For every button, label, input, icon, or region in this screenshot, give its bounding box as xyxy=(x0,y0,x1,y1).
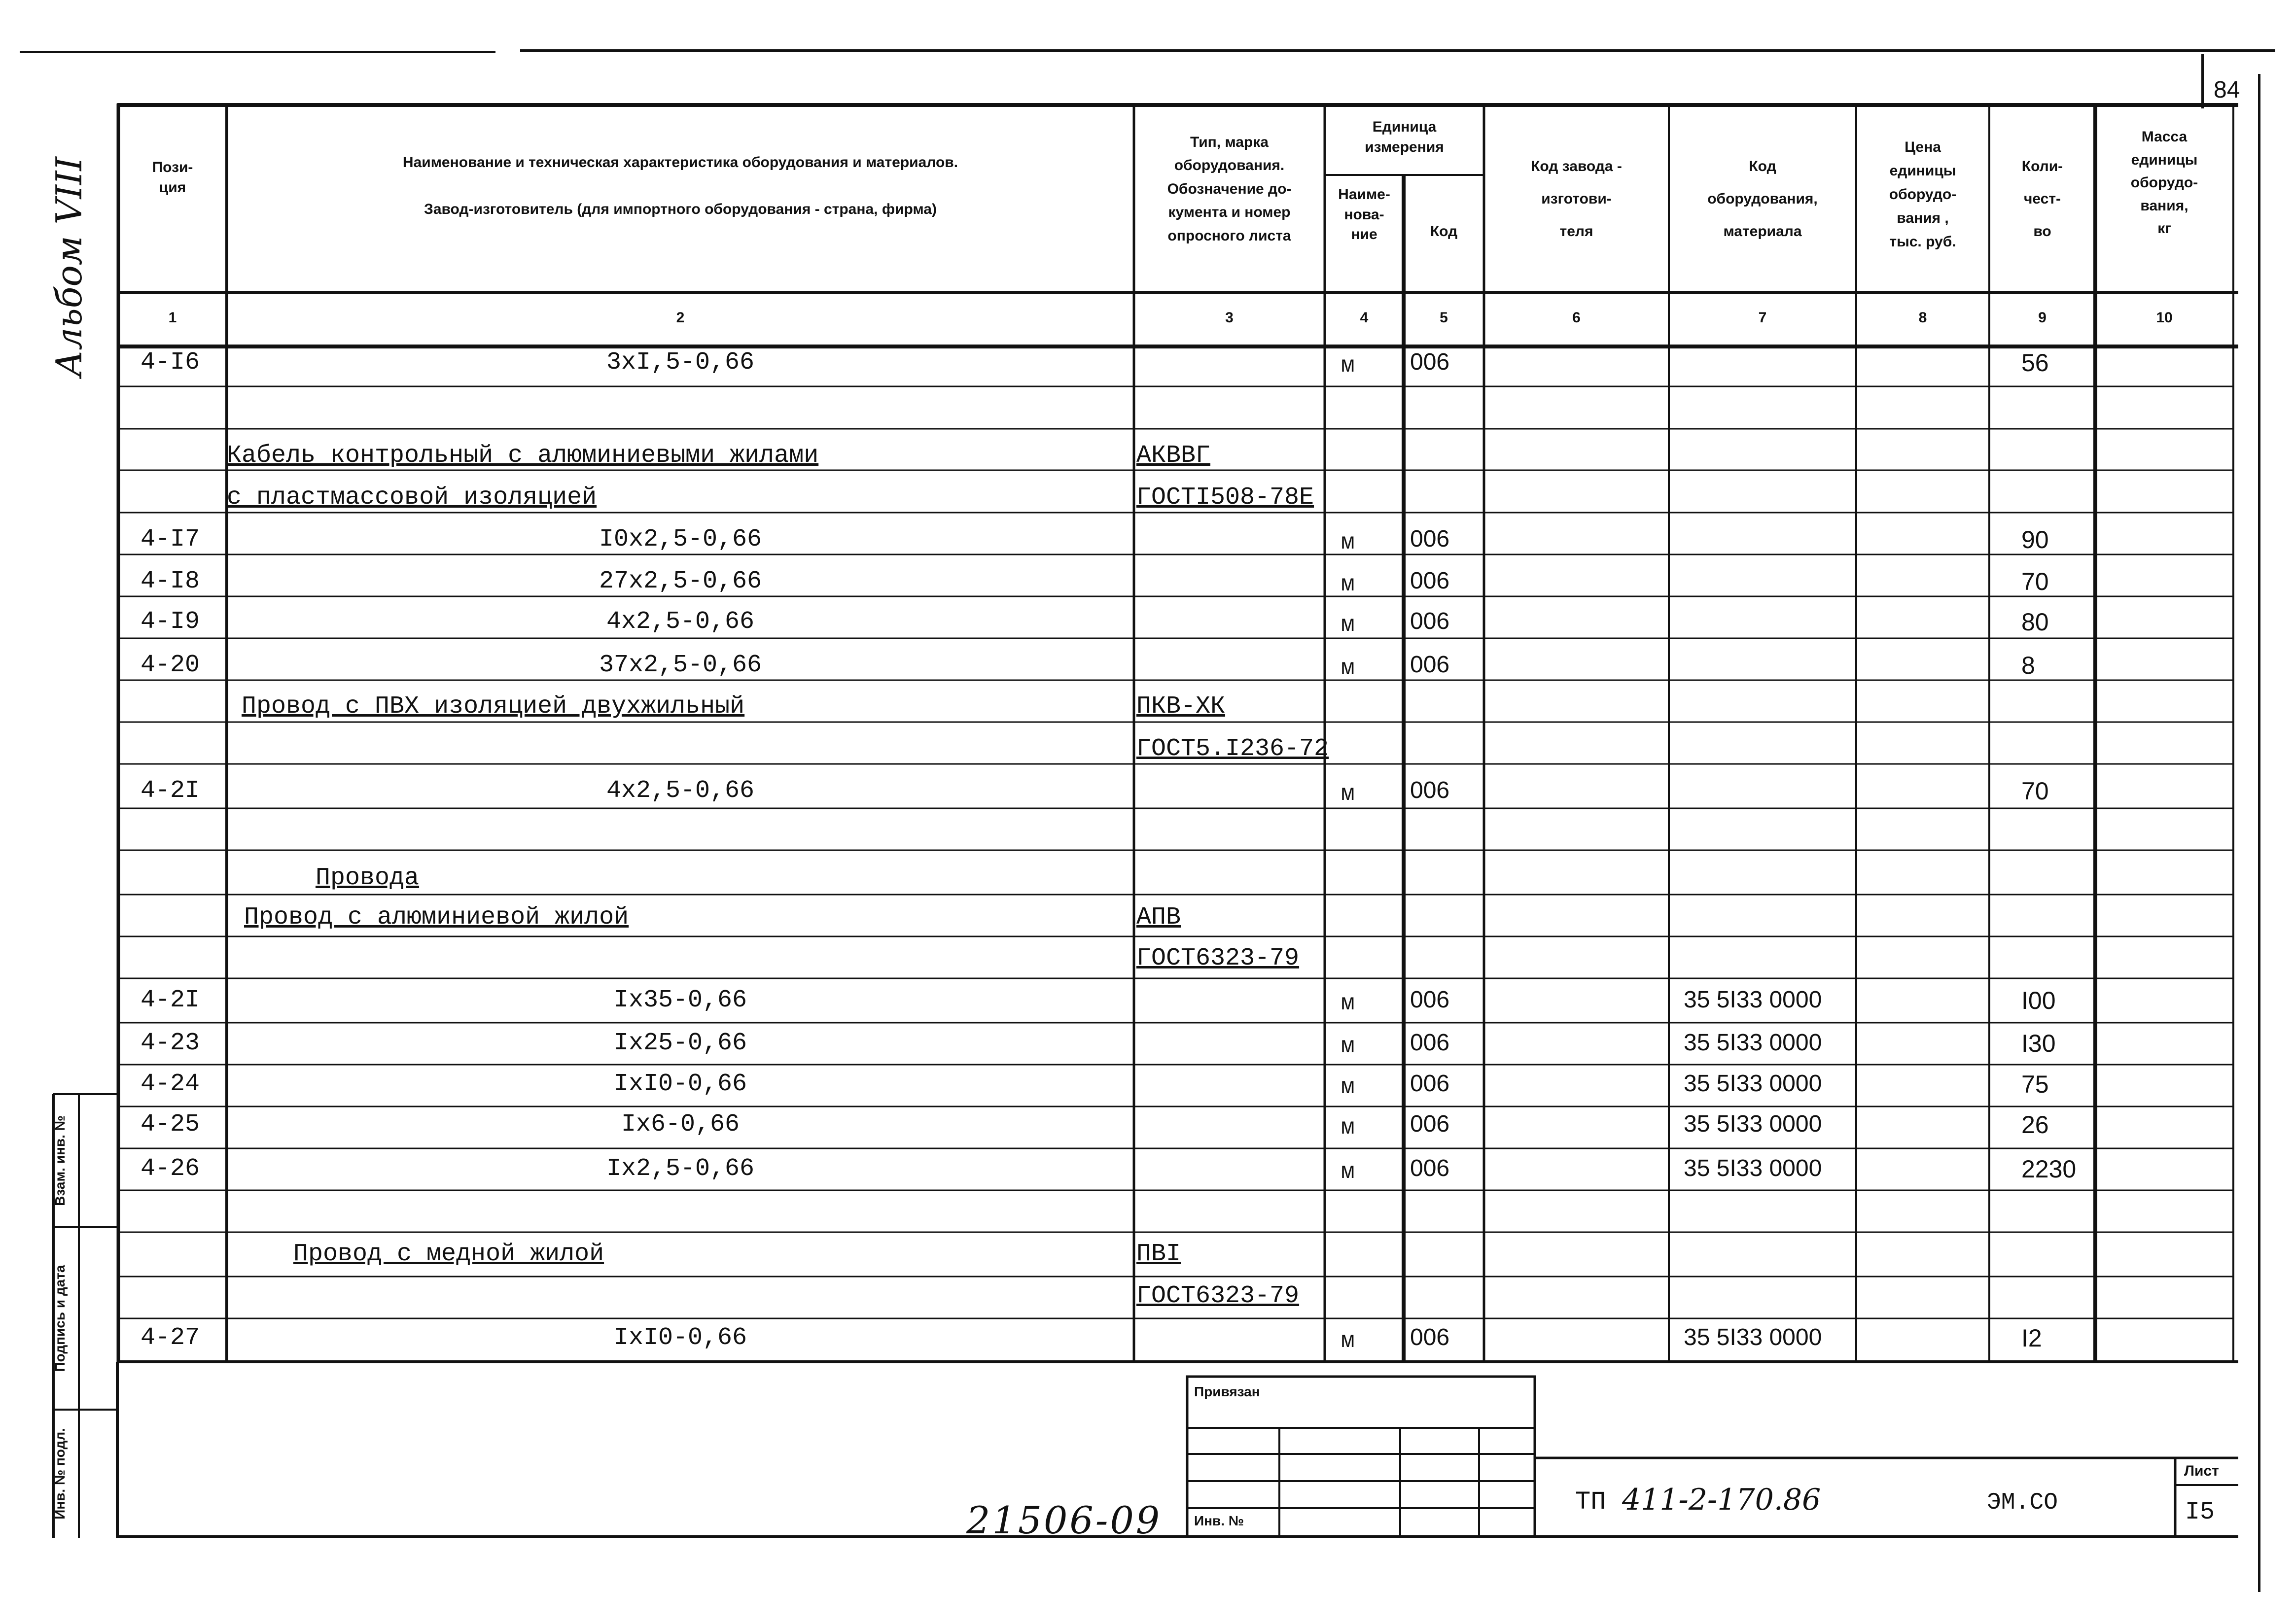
row-name: 3xI,5-0,66 xyxy=(606,348,755,377)
row-name: с пластмассовой изоляцией xyxy=(227,484,597,512)
row-name: I0x2,5-0,66 xyxy=(599,525,762,553)
row-unit-code: 006 xyxy=(1410,1030,1450,1056)
row-unit-code: 006 xyxy=(1410,608,1450,634)
header-quantity: Коли- чест- во xyxy=(2021,158,2063,240)
row-quantity: 56 xyxy=(2021,349,2049,377)
row-position: 4-26 xyxy=(141,1155,200,1183)
colnum-4: 4 xyxy=(1360,310,1369,326)
sheet-number: 84 xyxy=(2214,77,2240,103)
title-privyazan: Привязан xyxy=(1194,1384,1260,1399)
designation-prefix: ТП xyxy=(1575,1487,1606,1517)
header-plant-code: Код завода - изготови- теля xyxy=(1531,158,1622,240)
row-name: Провод с медной жилой xyxy=(293,1240,604,1268)
row-quantity: 70 xyxy=(2021,568,2049,595)
row-unit-code: 006 xyxy=(1410,987,1450,1013)
row-unit: м xyxy=(1341,572,1355,597)
row-unit-code: 006 xyxy=(1410,1071,1450,1097)
stamp-inv-podl: Инв. № подл. xyxy=(52,1428,68,1520)
row-unit-code: 006 xyxy=(1410,777,1450,803)
row-type: ГОСТ6323-79 xyxy=(1136,1282,1300,1310)
header-position: Пози- ция xyxy=(152,159,193,196)
row-quantity: 2230 xyxy=(2021,1155,2077,1183)
row-unit: м xyxy=(1341,781,1355,807)
row-type: ГОСТI508-78Е xyxy=(1136,484,1314,512)
row-unit: м xyxy=(1341,353,1355,379)
row-name: 4x2,5-0,66 xyxy=(606,777,755,805)
header-unit-code: Код xyxy=(1430,223,1458,240)
document-code: ЭМ.СО xyxy=(1987,1489,2058,1516)
row-name: Провод с алюминиевой жилой xyxy=(244,903,629,932)
header-name-line1: Наименование и техническая характеристика оборудования и материалов. xyxy=(402,154,958,171)
row-equipment-code: 35 5I33 0000 xyxy=(1684,1155,1822,1181)
row-quantity: I30 xyxy=(2021,1030,2056,1057)
row-unit: м xyxy=(1341,1328,1355,1354)
row-type: ГОСТ5.I236-72 xyxy=(1136,735,1329,763)
row-type: ПКВ-ХК xyxy=(1136,692,1226,721)
row-unit: м xyxy=(1341,1159,1355,1185)
row-unit-code: 006 xyxy=(1410,1155,1450,1181)
row-name: 37x2,5-0,66 xyxy=(599,651,762,679)
row-position: 4-2I xyxy=(141,777,200,805)
row-position: 4-2I xyxy=(141,986,200,1014)
row-name: Кабель контрольный с алюминиевыми жилами xyxy=(227,442,819,470)
colnum-10: 10 xyxy=(2156,310,2173,326)
title-inv-no: Инв. № xyxy=(1194,1513,1244,1528)
row-type: АКВВГ xyxy=(1136,442,1211,470)
row-name: Провода xyxy=(316,864,420,892)
row-quantity: 75 xyxy=(2021,1071,2049,1098)
row-type: ПВI xyxy=(1136,1240,1181,1268)
colnum-3: 3 xyxy=(1225,310,1234,326)
list-label: Лист xyxy=(2184,1463,2219,1479)
row-type: ГОСТ6323-79 xyxy=(1136,944,1300,972)
row-position: 4-25 xyxy=(141,1110,200,1139)
row-unit-code: 006 xyxy=(1410,652,1450,678)
row-quantity: 90 xyxy=(2021,526,2049,553)
row-quantity: 8 xyxy=(2021,652,2035,679)
row-quantity: 80 xyxy=(2021,608,2049,636)
row-unit: м xyxy=(1341,991,1355,1016)
row-position: 4-I9 xyxy=(141,608,200,636)
row-unit: м xyxy=(1341,1115,1355,1140)
row-name: IxI0-0,66 xyxy=(613,1324,747,1352)
row-quantity: I2 xyxy=(2021,1324,2042,1352)
handwritten-number: 21506-09 xyxy=(966,1498,1162,1542)
row-type: АПВ xyxy=(1136,903,1181,932)
row-position: 4-I6 xyxy=(141,348,200,377)
row-unit-code: 006 xyxy=(1410,1111,1450,1137)
row-unit-code: 006 xyxy=(1410,526,1450,552)
album-label: Альбом VIII xyxy=(48,157,90,377)
stamp-replaced-inv: Взам. инв. № xyxy=(52,1115,68,1206)
row-position: 4-I8 xyxy=(141,567,200,595)
row-name: Ix35-0,66 xyxy=(613,986,747,1014)
header-type: Тип, марка оборудования. Обозначение до- кумента и номер опросного листа xyxy=(1167,134,1292,244)
row-name: Ix2,5-0,66 xyxy=(606,1155,755,1183)
row-unit: м xyxy=(1341,612,1355,638)
row-name: Провод с ПВХ изоляцией двухжильный xyxy=(242,692,745,721)
header-unit-name: Наиме- нова- ние xyxy=(1338,186,1390,242)
row-name: 4x2,5-0,66 xyxy=(606,608,755,636)
row-quantity: I00 xyxy=(2021,987,2056,1014)
row-unit: м xyxy=(1341,1034,1355,1059)
row-position: 4-23 xyxy=(141,1029,200,1057)
row-unit-code: 006 xyxy=(1410,349,1450,375)
colnum-5: 5 xyxy=(1440,310,1448,326)
header-price: Цена единицы оборудо- вания , тыс. руб. xyxy=(1889,139,1957,250)
row-position: 4-20 xyxy=(141,651,200,679)
row-unit: м xyxy=(1341,1074,1355,1100)
designation-number: 411-2-170.86 xyxy=(1622,1483,1821,1517)
row-position: 4-I7 xyxy=(141,525,200,553)
colnum-2: 2 xyxy=(676,310,685,326)
row-quantity: 70 xyxy=(2021,777,2049,805)
list-value: I5 xyxy=(2185,1498,2215,1526)
row-name: 27x2,5-0,66 xyxy=(599,567,762,595)
row-quantity: 26 xyxy=(2021,1111,2049,1139)
row-equipment-code: 35 5I33 0000 xyxy=(1684,1324,1822,1350)
row-equipment-code: 35 5I33 0000 xyxy=(1684,1030,1822,1056)
row-equipment-code: 35 5I33 0000 xyxy=(1684,1111,1822,1137)
colnum-9: 9 xyxy=(2038,310,2047,326)
row-unit: м xyxy=(1341,530,1355,555)
row-position: 4-27 xyxy=(141,1324,200,1352)
colnum-7: 7 xyxy=(1758,310,1767,326)
row-equipment-code: 35 5I33 0000 xyxy=(1684,1071,1822,1097)
row-name: Ix25-0,66 xyxy=(613,1029,747,1057)
row-unit-code: 006 xyxy=(1410,1324,1450,1350)
header-name-line2: Завод-изготовитель (для импортного оборудования - страна, фирма) xyxy=(424,201,937,217)
colnum-8: 8 xyxy=(1918,310,1927,326)
row-position: 4-24 xyxy=(141,1070,200,1098)
row-name: IxI0-0,66 xyxy=(613,1070,747,1098)
colnum-6: 6 xyxy=(1572,310,1581,326)
header-mass: Масса единицы оборудо- вания, кг xyxy=(2130,129,2198,237)
colnum-1: 1 xyxy=(168,310,177,326)
header-unit-group: Единица измерения xyxy=(1365,119,1444,155)
stamp-signature-date: Подпись и дата xyxy=(52,1265,68,1372)
row-equipment-code: 35 5I33 0000 xyxy=(1684,987,1822,1013)
row-unit-code: 006 xyxy=(1410,568,1450,594)
row-unit: м xyxy=(1341,656,1355,681)
header-equipment-code: Код оборудования, материала xyxy=(1707,158,1818,240)
row-name: Ix6-0,66 xyxy=(621,1110,740,1139)
